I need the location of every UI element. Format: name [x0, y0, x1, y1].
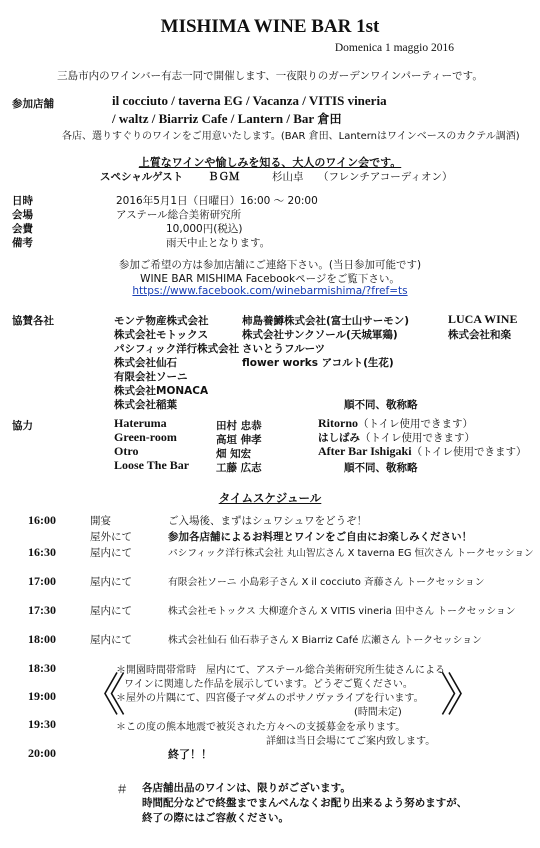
schedule-note: ワインに関連した作品を展示しています。どうぞご覧ください。 — [124, 679, 413, 690]
contact-line-1: 参加ご希望の方は参加店舗にご連絡下さい。(当日参加可能です) — [118, 259, 422, 271]
schedule-place: 屋外にて — [90, 531, 132, 543]
schedule-desc: ご入場後、まずはシュワシュワをどうぞ！ — [168, 515, 368, 527]
shops-line-2 — [112, 110, 342, 127]
sponsor-item: さいとうフルーツ — [242, 343, 326, 355]
schedule-note: ＊開園時間帯常時 屋内にて、アステール総合美術研究所生徒さんによる — [116, 665, 445, 676]
sponsor-item: 株式会社和楽 — [448, 329, 511, 341]
tagline: 上質なワインや愉しみを知る、大人のワイン会です。 — [138, 156, 402, 169]
detail-label-datetime: 日時 — [12, 195, 33, 207]
cooperation-venue — [318, 430, 475, 445]
cooperation-person: 田村 忠恭 — [216, 420, 262, 432]
cooperation-venue-name: After Bar Ishigaki — [318, 444, 412, 458]
cooperation-venue-note: （トイレ使用できます） — [411, 446, 527, 458]
cooperation-venue-note: （トイレ使用できます） — [360, 432, 475, 444]
intro-text: 三島市内のワインバー有志一同で開催します、一夜限りのガーデンワインパーティーです。 — [57, 70, 483, 82]
schedule-row — [0, 513, 540, 527]
schedule-place: 屋内にて — [90, 547, 132, 559]
right-double-bracket: 》 — [440, 668, 486, 722]
sponsor-item: モンテ物産株式会社 — [114, 315, 209, 327]
shops-label: 参加店舗 — [12, 98, 54, 110]
sponsors-order-note: 順不同、敬称略 — [344, 399, 418, 411]
cooperation-label: 協力 — [12, 420, 33, 432]
cooperation-item: Otro — [114, 444, 139, 458]
schedule-row — [0, 545, 540, 559]
guest-bgm: ＢＧＭ — [208, 171, 240, 183]
cooperation-person: 高垣 伸孝 — [216, 434, 262, 446]
detail-value-venue: アステール総合美術研究所 — [116, 209, 242, 221]
schedule-time: 18:30 — [28, 661, 56, 675]
cooperation-item: Loose The Bar — [114, 458, 190, 472]
sponsor-item: 株式会社モトックス — [114, 329, 209, 341]
cooperation-venue-name: はしばみ — [318, 432, 360, 444]
schedule-note: (時間未定) — [354, 707, 402, 718]
sponsors-label: 協賛各社 — [12, 315, 54, 327]
cooperation-item: Green-room — [114, 430, 177, 444]
guest-label: スペシャルゲスト — [100, 171, 184, 183]
schedule-note: 詳細は当日会場にてご案内致します。 — [266, 736, 436, 747]
cooperation-venue — [318, 444, 527, 459]
schedule-note: ＊屋外の片隅にて、四宮優子マダムのポサノヴァライブを行います。 — [116, 693, 424, 704]
schedule-desc: 参加各店舗によるお料理とワインをご自由にお楽しみください！ — [168, 531, 473, 543]
schedule-desc: 有限会社ソーニ 小島彩子さん X il cocciuto 斉藤さん トークセッション — [168, 577, 485, 588]
facebook-link[interactable]: https://www.facebook.com/winebarmishima/?fref=ts — [132, 285, 408, 297]
detail-label-fee: 会費 — [12, 223, 33, 235]
schedule-time: 19:00 — [28, 689, 56, 703]
schedule-place: 屋内にて — [90, 576, 132, 588]
sponsor-item: 株式会社仙石 — [114, 357, 177, 369]
detail-label-venue: 会場 — [12, 209, 33, 221]
detail-value-notes: 雨天中止となります。 — [166, 237, 271, 249]
footer-line: 時間配分などで終盤までまんべんなくお配り出来るよう努めますが、 — [142, 797, 468, 809]
guest-role: （フレンチアコーディオン） — [318, 171, 453, 183]
schedule-desc: 株式会社モトックス 大柳遼介さん X VITIS vineria 田中さん トークセッション — [168, 606, 516, 617]
cooperation-venue — [318, 416, 473, 431]
schedule-row — [0, 632, 540, 646]
schedule-desc: 株式会社仙石 仙石恭子さん X Biarriz Café 広瀬さん トークセッション — [168, 635, 482, 646]
sponsor-item: 株式会社サンクソール(天城軍鶏) — [242, 329, 398, 341]
schedule-time: 20:00 — [28, 746, 56, 760]
event-date-italian: Domenica 1 maggio 2016 — [334, 42, 454, 54]
schedule-place: 開宴 — [90, 515, 111, 527]
sponsor-item: 株式会社稲葉 — [114, 399, 177, 411]
schedule-time: 17:00 — [28, 574, 56, 588]
cooperation-order-note: 順不同、敬称略 — [344, 462, 418, 474]
shops-line-1: il cocciuto / taverna EG / Vacanza / VITIS vineria — [112, 93, 387, 108]
left-double-bracket: 《 — [80, 668, 126, 722]
page-title: MISHIMA WINE BAR 1st — [160, 16, 380, 37]
sponsor-item: 柿島養鱒株式会社(富士山サーモン) — [242, 315, 410, 327]
shops-note: 各店、選りすぐりのワインをご用意いたします。(BAR 倉田、Lanternはワインベースのカクテル調酒) — [62, 131, 520, 142]
shops-line-2-kurata: 倉田 — [317, 112, 342, 126]
cooperation-person: 工藤 広志 — [216, 462, 262, 474]
schedule-time: 18:00 — [28, 632, 56, 646]
sponsor-item: 有限会社ソーニ — [114, 371, 188, 383]
contact-line-2: WINE BAR MISHIMA Facebookページをご覧下さい。 — [140, 273, 400, 285]
schedule-note: ＊この度の熊本地震で被災された方々への支援募金を承ります。 — [116, 722, 406, 733]
schedule-desc: パシフィック洋行株式会社 丸山智広さん X taverna EG 恒次さん トークセッション — [168, 548, 534, 559]
sponsor-item: flower works アコルト(生花) — [242, 357, 394, 369]
cooperation-venue-name: Ritorno — [318, 416, 358, 430]
schedule-row — [0, 574, 540, 588]
schedule-place: 屋内にて — [90, 634, 132, 646]
sponsor-item: LUCA WINE — [448, 312, 518, 326]
schedule-time: 17:30 — [28, 603, 56, 617]
cooperation-person: 畑 知宏 — [216, 448, 252, 460]
schedule-place: 屋内にて — [90, 605, 132, 617]
schedule-row — [0, 603, 540, 617]
cooperation-item: Hateruma — [114, 416, 167, 430]
shops-line-2-latin: / waltz / Biarriz Cafe / Lantern / Bar — [112, 111, 315, 126]
detail-value-datetime: 2016年5月1日（日曜日）16:00 〜 20:00 — [116, 195, 318, 207]
guest-name: 杉山卓 — [272, 171, 304, 183]
schedule-closing: 終了！！ — [168, 748, 212, 761]
sponsor-item: 株式会社MONACA — [114, 385, 209, 397]
schedule-time: 16:00 — [28, 513, 56, 527]
detail-value-fee: 10,000円(税込) — [166, 223, 243, 235]
footer-line: 各店舗出品のワインは、限りがございます。 — [142, 782, 351, 794]
schedule-heading: タイムスケジュール — [218, 491, 322, 505]
schedule-time: 19:30 — [28, 717, 56, 731]
detail-label-notes: 備考 — [12, 237, 33, 249]
footer-mark: ＃ — [116, 782, 129, 796]
schedule-row — [0, 529, 540, 543]
schedule-time: 16:30 — [28, 545, 56, 559]
footer-line: 終了の際にはご容赦ください。 — [142, 812, 289, 824]
sponsor-item: パシフィック洋行株式会社 — [114, 343, 240, 355]
cooperation-venue-note: （トイレ使用できます） — [358, 418, 473, 430]
